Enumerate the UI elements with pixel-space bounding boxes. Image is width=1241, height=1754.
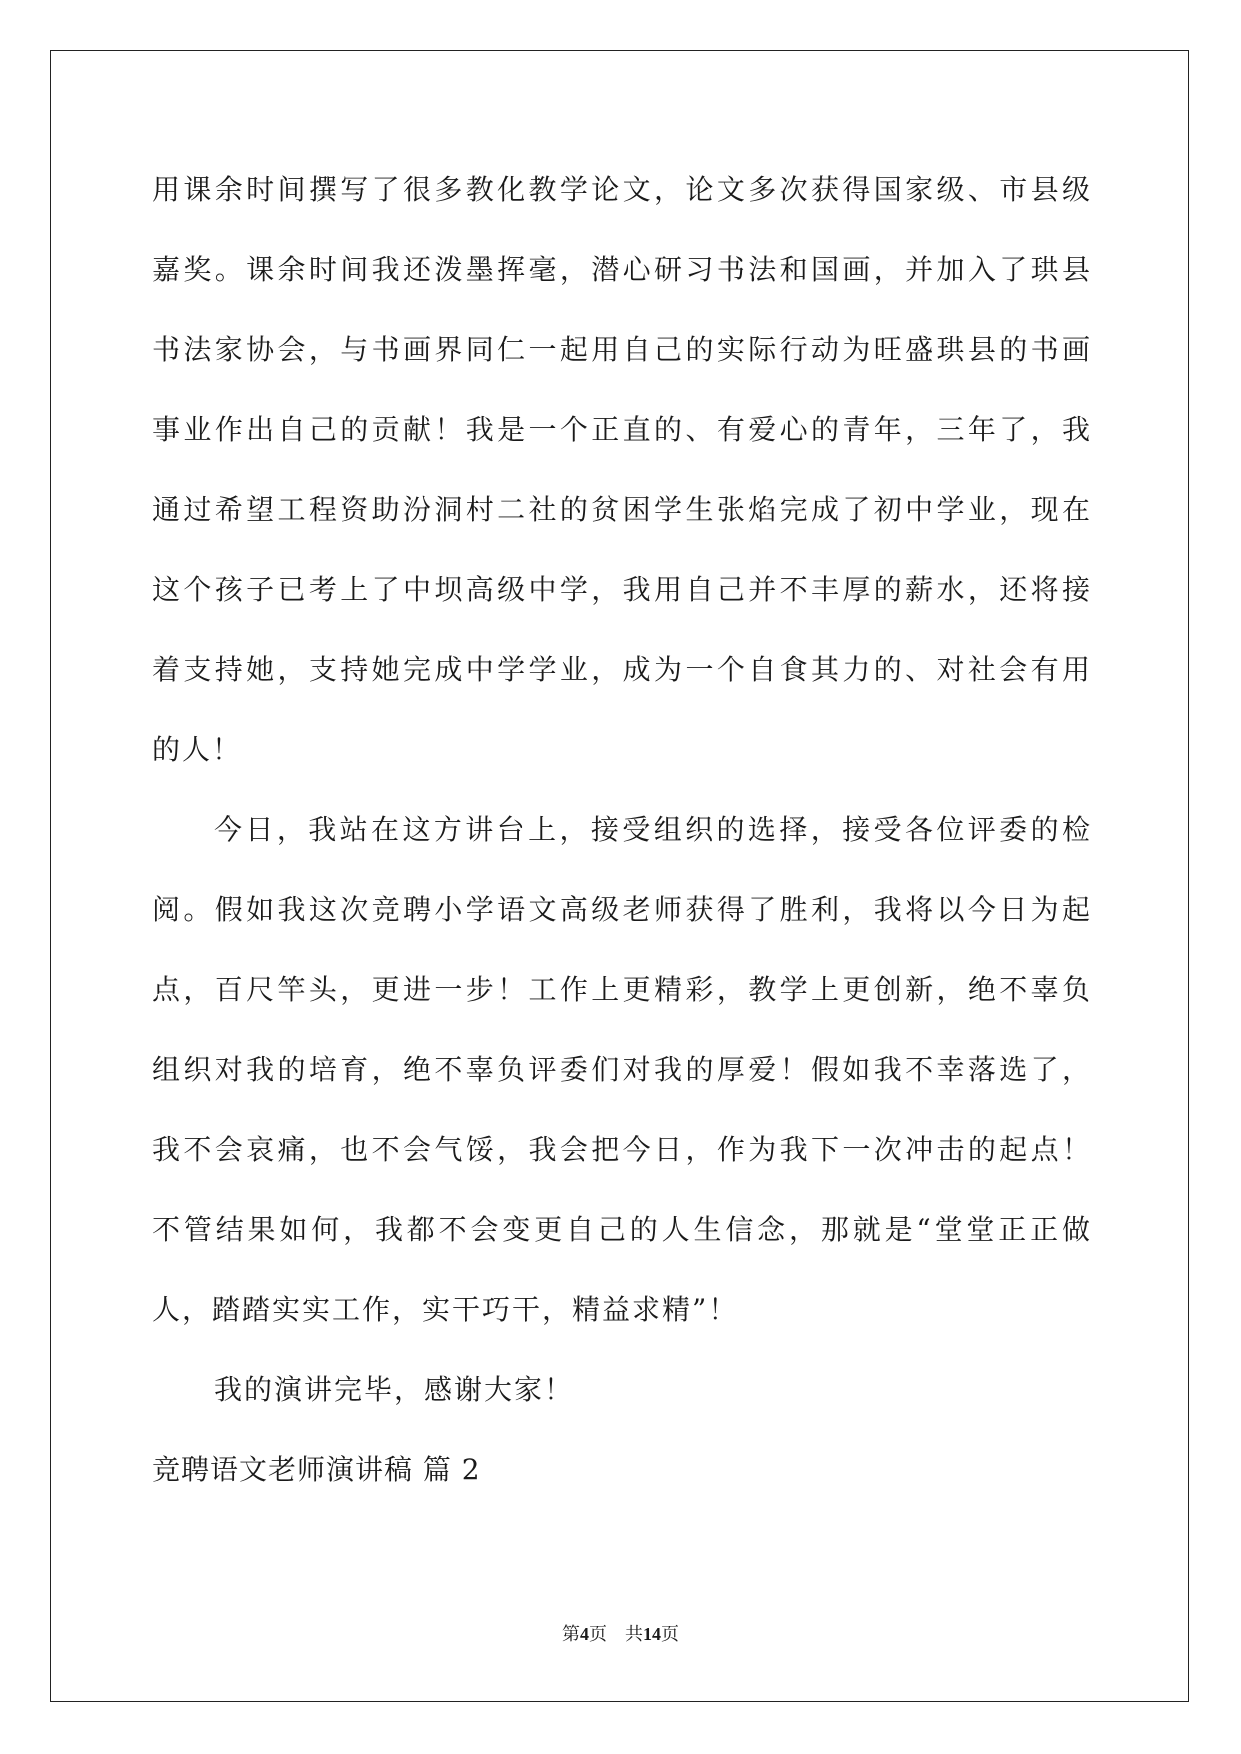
body-line-3: 书法家协会，与书画界同仁一起用自己的实际行动为旺盛珙县的书画 — [152, 333, 1092, 366]
page-footer — [0, 1622, 1241, 1646]
body-line-16: 我的演讲完毕，感谢大家！ — [214, 1373, 575, 1406]
body-line-15: 人，踏踏实实工作，实干巧干，精益求精”！ — [152, 1293, 739, 1326]
body-line-5: 通过希望工程资助汾洞村二社的贫困学生张焰完成了初中学业，现在 — [152, 493, 1092, 526]
body-line-1: 用课余时间撰写了很多教化教学论文，论文多次获得国家级、市县级 — [152, 173, 1092, 206]
section-heading: 竞聘语文老师演讲稿 篇 2 — [152, 1453, 481, 1486]
body-line-9: 今日，我站在这方讲台上，接受组织的选择，接受各位评委的检 — [214, 813, 1092, 846]
body-line-10: 阅。假如我这次竞聘小学语文高级老师获得了胜利，我将以今日为起 — [152, 893, 1092, 926]
body-line-6: 这个孩子已考上了中坝高级中学，我用自己并不丰厚的薪水，还将接 — [152, 573, 1092, 606]
footer-total-suffix: 页 — [661, 1624, 679, 1644]
body-line-14: 不管结果如何，我都不会变更自己的人生信念，那就是“堂堂正正做 — [152, 1213, 1092, 1246]
body-line-4: 事业作出自己的贡献！我是一个正直的、有爱心的青年，三年了，我 — [152, 413, 1092, 446]
footer-total-prefix: 共 — [625, 1624, 643, 1644]
body-line-11: 点，百尺竿头，更进一步！工作上更精彩，教学上更创新，绝不辜负 — [152, 973, 1092, 1006]
body-line-8: 的人！ — [152, 733, 243, 766]
footer-page-number: 4 — [580, 1624, 589, 1644]
body-line-7: 着支持她，支持她完成中学学业，成为一个自食其力的、对社会有用 — [152, 653, 1092, 686]
footer-page-prefix: 第 — [562, 1624, 580, 1644]
body-line-13: 我不会哀痛，也不会气馁，我会把今日，作为我下一次冲击的起点！ — [152, 1133, 1092, 1166]
footer-page-suffix: 页 — [589, 1624, 607, 1644]
body-line-2: 嘉奖。课余时间我还泼墨挥毫，潜心研习书法和国画，并加入了珙县 — [152, 253, 1092, 286]
footer-total-pages: 14 — [643, 1624, 661, 1644]
body-line-12: 组织对我的培育，绝不辜负评委们对我的厚爱！假如我不幸落选了， — [152, 1053, 1092, 1086]
